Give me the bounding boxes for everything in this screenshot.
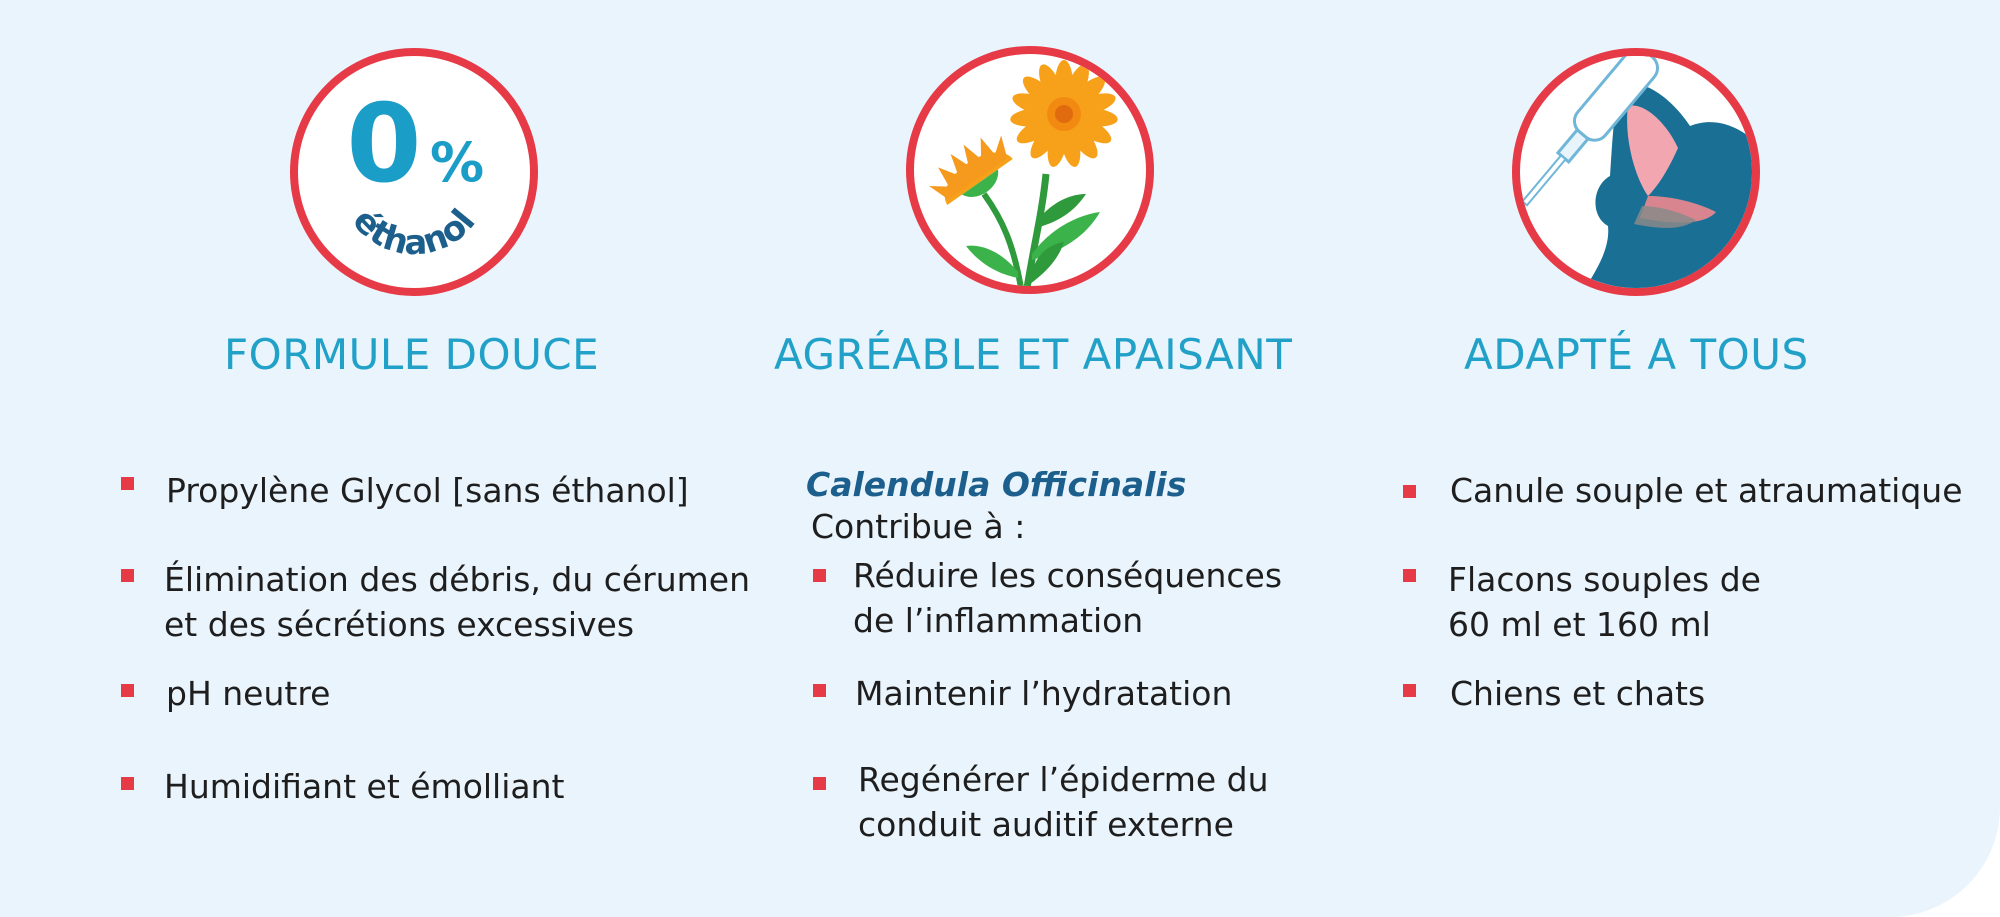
badge-ethanol-word: éthanol [344, 200, 484, 264]
plant-name: Calendula Officinalis [806, 465, 1187, 504]
bullet [1403, 684, 1416, 697]
svg-text:éthanol [345, 201, 484, 264]
badge-zero: 0 [346, 82, 422, 207]
list-item-continued: et des sécrétions excessives [164, 605, 635, 644]
badge-percent: % [429, 131, 485, 194]
list-item-continued: de l’inflammation [853, 601, 1144, 640]
zero-percent-ethanol-icon [298, 56, 530, 288]
dog-ear-badge [1512, 48, 1760, 296]
list-item: pH neutre [166, 674, 331, 713]
list-item-continued: 60 ml et 160 ml [1448, 605, 1711, 644]
dog-ear-cannula-icon [1520, 56, 1752, 288]
list-item: Humidifiant et émolliant [164, 767, 565, 806]
bullet [813, 569, 826, 582]
heading-formule-douce: FORMULE DOUCE [224, 330, 600, 379]
intro-text: Contribue à : [811, 507, 1026, 546]
heading-agreable-apaisant: AGRÉABLE ET APAISANT [774, 330, 1293, 379]
list-item-continued: conduit auditif externe [858, 805, 1234, 844]
bullet [1403, 569, 1416, 582]
list-item: Regénérer l’épiderme du [858, 760, 1269, 799]
list-item: Réduire les conséquences [853, 556, 1283, 595]
bullet [121, 569, 134, 582]
list-item: Flacons souples de [1448, 560, 1761, 599]
list-item: Chiens et chats [1450, 674, 1706, 713]
list-item: Canule souple et atraumatique [1450, 471, 1963, 510]
calendula-badge [906, 46, 1154, 294]
bullet [121, 477, 134, 490]
bullet [813, 684, 826, 697]
calendula-flower-icon [914, 54, 1146, 286]
heading-adapte-a-tous: ADAPTÉ A TOUS [1464, 330, 1809, 379]
list-item: Maintenir l’hydratation [855, 674, 1233, 713]
bullet [121, 684, 134, 697]
list-item: Élimination des débris, du cérumen [164, 560, 751, 599]
list-item: Propylène Glycol [sans éthanol] [166, 471, 689, 510]
bullet [1403, 485, 1416, 498]
bullet [813, 777, 826, 790]
bullet [121, 777, 134, 790]
zero-ethanol-badge [290, 48, 538, 296]
